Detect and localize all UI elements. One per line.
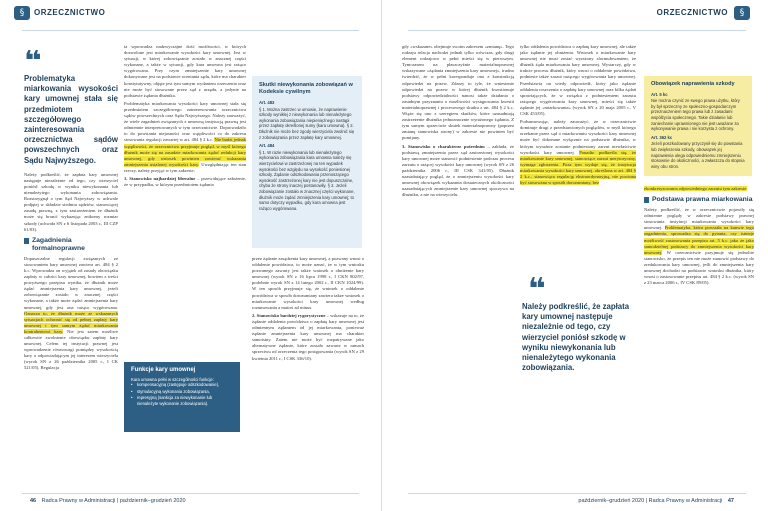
- quote-mark-icon: ❝: [528, 272, 546, 307]
- right-section-title: ORZECZNICTWO: [656, 8, 728, 17]
- right-col2-body: tylko oddalenia powództwa o zapłatę kary umownej, ale także jako żądanie jej obniżenia. Wniosek o miarkowanie kary umownej nie musi zostać wyrażony sformułowaniem, że dłużnik żąda miarkowania kary umownej. Wystarczy, gdy w trakcie procesu dłużnik, który wnosi o oddalenie powództwa, podniesie także zarzut rażącego wygórowania kary umownej. Przedstawia on wtedy odpowiedź, który jako żądanie oddalenia roszczenia o zapłatę kary umownej oraz kilka żądań sprawiających, że w związku z podniesieniem zarzutu rażącego wygórowania kary umownej, mieści się także żądanie jej «miarkowania» (wyrok SN z 20 maja 2005 r., V CSK 453/05).: [520, 44, 636, 117]
- gavel-icon: §: [14, 6, 30, 20]
- right-item3-head: 3. Stanowisko o charakterze pośrednim: [402, 143, 485, 149]
- functions-box-intro: Kara umowna pełni w szczególności funkcje:: [131, 376, 214, 382]
- damage-art-362-text: Jeżeli poszkodowany przyczynił się do powstania lub zwiększenia szkody, obowiązek jej naprawienia ulega odpowiedniemu zmniejszeniu stosownie do okoliczności, a zwłaszcza do stopnia winy obu stron.: [651, 141, 745, 169]
- left-footer-rule: [22, 493, 359, 494]
- right-col2-body2: Podsumowując, należy zauważyć, że w orzecznictwie dominuje drugi z przedstawionych poglądów, w myśl którego orzekanie przez sąd o miarkowaniu wysokości kary umownej może być dokonane wyłącznie na podstawie dłużnika, w którym wyraźnie zostanie podniesiony zarzut niewłaściwie wysokości kary umownej. Ponadto podkreśla się, że miarkowanie kary umownej, stanowiące zarzut merytoryczny, wymaga zgłoszenia. Poza tym wydaje się, że instytucja miarkowania wysokości kary umownej, określona w art. 484 § 2 k.c., stanowiąca regulację ekstraordynaryjną, nie powinna być stosowana w sposób dorozumiany, bez: [520, 119, 636, 186]
- left-footer: [0, 489, 381, 511]
- left-col2-highlight: Nie budzi jednak wątpliwości, że orzecznictwo przyjmuje pogląd, w myśl którego dłużnik może się na zasadzie miarkowania żądać redukcji kary umownej, gdy wniosek powinien zawierać wskazania zmniejszenia ustalonej wysokości kary.: [124, 137, 246, 167]
- right-col3-body: Należy podkreślić, że w orzecznictwie pojawiły się odmienne poglądy w zakresie podstawy prawnej stosowania instytucji miarkowania wysokości kary umownej. Problematyka, która powstała na kanwie tego zagadnienia, sprowadza się do pytania, czy istnieje możliwość zastosowania przepisu art. 5 k.c. jako że jako samodzielnej podstawy do zmniejszenia wysokości kary umownej. W orzecznictwie przyjmuje się jednolite stanowisko, że przepis ten nie może stanowić podstawy do zredukowania kary umownej, jeśli do zmniejszenia kary umownej dochodzi na podstawie wniosku dłużnika, który wnosi o zastosowanie przepisu art. 484 § 2 k.c. (wyrok SN z 23 marca 2006 r., IV CSK 89/05).: [644, 207, 754, 286]
- right-page-number: 47: [727, 498, 734, 504]
- left-item1: 1. Stanowisko najbardziej liberalne – przewidujące założenie, że w przypadku, w którym przedmiotem żądania: [124, 175, 246, 188]
- right-item3: 3. Stanowisko o charakterze pośrednim – zakłada, że podstawą zmniejszenia przez sąd zastrzeżonej wysokości kary umownej może stanowić podniesienie podczas procesu zarzutu o rażącej wysokości kary umownej (wyrok SN z 26 października 2006 r., III CSK 341/05). Dłużnik uzasadniający pogląd, że o zmniejszeniu wysokości kary umownej obowiązek wykazania dostatecznych okoliczności uzasadniających zmniejszenie kary umownej spoczywa na dłużniku, a nie na wierzycielu.: [402, 143, 514, 198]
- damage-art-5: Art. 5 kc: [651, 91, 668, 97]
- civil-code-art-483-text: § 1. Można zastrzec w umowie, że naprawienie szkody wynikłej z niewykonania lub nienależytego wykonania zobowiązania niepieniężnego nastąpi przez zapłatę określonej sumy (kara umowna). § 2. Dłużnik nie może bez zgody wierzyciela zwolnić się z zobowiązania przez zapłatę kary umownej.: [259, 106, 355, 140]
- left-column-1: [24, 50, 118, 470]
- functions-item: • kompensacyjną (zastępuje odszkodowanie),: [131, 382, 233, 388]
- left-col3-body: przez żądanie zasądzenia kary umownej, a pozwany wnosi o oddalenie powództwa, to może uznać, że w tym wniosku pozwanego zawarty jest także wniosek o obniżenie kary umownej (wyrok SN z 16 lipca 1998 r., I CKN 802/97, podobnie wyrok SN z 14 lutego 2002 r., II CKN 1024/99). W ten sposób przyjmuje się, że wniosek o oddalenie powództwa w sposób dorozumiany zawiera także wniosek o miarkowanie wysokości kary umownej według rozumowania a maiori ad minus.: [252, 256, 364, 310]
- functions-box-title: Funkcje kary umownej: [131, 367, 196, 373]
- left-pull-quote: Problematyka miarkowania wysokości kary umownej stała się przedmiotem szczegółowego zainteresowania orzecznictwa sądów powszechnych oraz Sądu Najwyższego.: [24, 74, 118, 165]
- functions-box: [124, 362, 240, 432]
- civil-code-art-484-text: § 1. W razie niewykonania lub nienależytego wykonania zobowiązania kara umowna należy się wierzycielowi w zastrzeżonej na ten wypadek wysokości bez względu na wysokość poniesionej szkody. Żądanie odszkodowania przenoszącego wysokość zastrzeżonej kary nie jest dopuszczalne, chyba że strony inaczej postanowiły. § 2. Jeżeli zobowiązanie zostało w znacznej części wykonane, dłużnik może żądać zmniejszenia kary umownej; to samo dotyczy wypadku, gdy kara umowna jest rażąco wygórowana.: [259, 149, 355, 211]
- left-col2-body2: Problematyka miarkowania wysokości kary umownej stała się przedmiotem szczegółowego zainteresowania orzecznictwa sądów powszechnych oraz Sądu Najwyższego. Należy zauważyć, że wiele zagadnień związanych z umowną instytucją prawną jest odmiennie interpretowanych w tym orzecznictwie. Doprowadziło to do powstania niejasności oraz wątpliwości co do zakresu stosowania regulacji zawartej w art. 484 § 2 k.c. Nie budzi jednak wątpliwości, że orzecznictwo przyjmuje pogląd, w myśl którego dłużnik może się na zasadzie miarkowania żądać redukcji kary umownej, gdy wniosek powinien zawierać wskazania zmniejszenia ustalonej wysokości kary. Uwzględniając ten stan rzeczy, należy przyjąć w tym zakresie:: [124, 100, 246, 173]
- right-col3-highlight: ekonkretyzowania odpowiedniego zarzutu tym zakresie.: [644, 186, 748, 191]
- civil-code-box-title: Skutki niewykonania zobowiązań w Kodeksie cywilnym: [259, 82, 353, 95]
- functions-item: • stymulacyjną wykonania zobowiązania,: [131, 389, 233, 395]
- damage-art-362: Art. 362 kc: [651, 134, 673, 140]
- damage-obligation-box: [644, 76, 752, 176]
- right-col2-highlight: Ponadto podkreśla się, że miarkowanie kary umownej, stanowiące zarzut merytoryczny, wymaga zgłoszenia. Poza tym wydaje się, że instytucja miarkowania wysokości kary umownej, określona w art. 484 § 2 k.c., stanowiąca regulację ekstraordynaryjną, nie powinna być stosowana w sposób dorozumiany, bez: [520, 149, 636, 186]
- issue-date: październik–grudzień 2020: [119, 498, 186, 504]
- left-footer-text: 46 Radca Prawny w Administracji | październik–grudzień 2020: [30, 498, 186, 504]
- functions-item: • represyjną (sankcja za niewykonanie lub nienależyte wykonanie zobowiązania).: [131, 395, 233, 406]
- left-item2: 2. Stanowisko bardziej rygorystyczne – wskazuje na to, że żądanie oddalenia powództwa o zapłatę kary umownej jest odmiennym żądaniem od jej miarkowania, ponieważ żądanie zmniejszenia kary umownej ma charakter samoistny. Zatem nie może być rozpatrywane jako alternatywne żądanie, które zostało zawarte w ramach sprzeciwu od orzeczenia tego postępowania (wyrok SN z 29 kwietnia 2011 r., I CSK 336/10).: [252, 312, 364, 361]
- civil-code-box: [252, 76, 362, 248]
- right-col1-body: gdy «wskazane» obejmuje swoim zakresem «zmianę». Tego rodzaju relacja nachodzi jednak tylko wówczas, gdy drugi element rodzajowo w pełni mieści się w pierwszym. Tymczasem na płaszczyźnie materialnoprawnej wskazywane «żądania zmniejszenia kary umownej», trudno twierdzić, że w pełni koresponduje ono z konstrukcją odpowiedzi na pozew. Zdarzy to tyle, że wniesienie odpowiedzi na pozew w której dłużnik kwestionuje podstawy odpowiedzialności nanosi także działania o zasadnym przyznaniu o możliwości występowania kwestii materialnoprawnej i procesowego skutku z art. 484 § 2 k.c. Wiąże się ono z szeregiem skutków, które uzasadniają zastrzeżenie dłużnika jednoznacznie wyrażonego żądania. Z tym samym sprzeciwie skutek materialnoprawny (poprzez zmianę stanowiska strony) w zakresie nie powinien być pomijany.: [402, 44, 514, 141]
- right-pull-quote-block: [522, 272, 634, 373]
- left-col1-body: Dopuszczalne regulacji związanych ze stosowaniem kary umownej zawiera art. 484 § 2 k.c. Wprowadza on wyjątek od zasady obowiązku zapłaty w całości kary umownej, bowiem z treści powyższego przepisu wynika, że dłużnik może żądać zmniejszenia kary umownej, jeżeli zobowiązanie zostało w znacznej części wykonane, a także może żądać zmniejszenia kary umownej, gdy jest ona rażąco wygórowana. Oznacza to, że dłużnik może ze wskazanych sytuacjach ochronić się od pełnej zapłaty kary umownej i tym samym żądać miarkowania kontrahentowi kary. Nie jest zatem możliwe całkowite zwolnienie obowiązku zapłaty kary umownej. Celem tej instytucji prawnej jest wprowadzenie równowagi pomiędzy wysokością kary a odpowiadającym jej interesem wierzyciela (wyrok SN z 26 października 2005 r., I CK 521/05). Regulacja: [24, 255, 118, 371]
- quote-mark-icon: ❝: [24, 50, 42, 79]
- left-column-3: [252, 256, 364, 476]
- right-subhead-legal-basis: Podstawa prawna miarkowania: [644, 196, 754, 204]
- damage-art-5-text: Nie można czynić ze swego prawa użytku, który by był sprzeczny ze społeczno-gospodarczym przeznaczeniem tego prawa lub z zasadami współżycia społecznego. Takie działanie lub zaniechanie uprawnionego nie jest uważane za wykonywanie prawa i nie korzysta z ochrony.: [651, 98, 740, 132]
- right-header: [386, 0, 768, 38]
- left-section-title: ORZECZNICTWO: [34, 8, 106, 17]
- left-item1-head: 1. Stanowisko najbardziej liberalne: [124, 175, 196, 181]
- left-header: [0, 0, 381, 38]
- functions-list: [131, 382, 233, 406]
- left-column-2: [124, 44, 246, 274]
- left-intro: Należy podkreślić, że zapłata kary umownej następuje niezależnie od tego, czy wierzyciel poniósł szkodę w wyniku niewykonania lub nienależytego wykonania zobowiązania. Rozstrzygnął o tym Sąd Najwyższy w uchwale podjętej w składzie siedmiu sędziów, stanowiącej zasadę prawną, z tym zastrzeżeniem że dłużnik może się bronić wykazując znikomy rozmiar szkody (uchwała SN z 6 listopada 2003 r., III CZP 61/03).: [24, 171, 118, 232]
- left-page: [0, 0, 382, 511]
- gavel-icon: §: [734, 6, 750, 20]
- right-footer: [386, 489, 768, 511]
- right-pull-quote: Należy podkreślić, że zapłata kary umownej następuje niezależnie od tego, czy wierzyciel poniósł szkodę w wyniku niewykonania lub nienależytego wykonania zobowiązania.: [522, 302, 630, 373]
- right-col3-top: [644, 186, 754, 192]
- civil-code-art-483: Art. 483: [259, 100, 275, 105]
- right-column-3: [644, 186, 754, 476]
- right-header-rule: [408, 30, 746, 31]
- left-col1-highlight: Oznacza to, że dłużnik może ze wskazanych sytuacjach ochronić się od pełnej zapłaty kary umownej i tym samym żądać miarkowania kontrahentowi kary.: [24, 310, 118, 334]
- right-column-1: [402, 44, 514, 474]
- right-col3-highlight2: Problematyka, która powstała na kanwie tego zagadnienia, sprowadza się do pytania, czy istnieje możliwość zastosowania przepisu art. 5 k.c. jako że jako samodzielnej podstawy do zmniejszenia wysokości kary umownej.: [644, 225, 754, 255]
- right-footer-rule: [408, 493, 746, 494]
- right-footer-text: październik–grudzień 2020 | Radca Prawny w Administracji 47: [578, 498, 734, 504]
- magazine-name: Radca Prawny w Administracji: [41, 498, 116, 504]
- civil-code-art-484: Art. 484: [259, 143, 275, 149]
- issue-date: październik–grudzień 2020: [578, 498, 645, 504]
- right-column-2: [520, 44, 636, 266]
- left-header-rule: [22, 30, 359, 31]
- right-page: [386, 0, 768, 511]
- left-subhead-formal: Zagadnienia formalnoprawne: [24, 237, 118, 253]
- left-item2-head: 2. Stanowisko bardziej rygorystyczne: [252, 312, 326, 318]
- left-col2-body: ta wprowadza nadzwyczajne dość możliwości, w których dozwolone jest miarkowanie wysokości kary umownej. Jest w sytuacji, w której zobowiązanie zostało w znacznej części wykonane, a także w sytuacji, gdy kara umowna jest rażąco wygórowana. Przy czym zmniejszenie kary umownej dokonywane jest na podstawie oceniania sądu, które ma charakter konstytutywny, objęte jest tym samym wydaniem orzeczenia oraz nie może być stosowane przez sąd z urzędu, a jedynie na podstawie żądania dłużnika.: [124, 44, 246, 98]
- left-page-number: 46: [30, 498, 37, 504]
- magazine-name: Radca Prawny w Administracji: [648, 498, 723, 504]
- damage-box-title: Obowiązek naprawienia szkody: [651, 81, 735, 87]
